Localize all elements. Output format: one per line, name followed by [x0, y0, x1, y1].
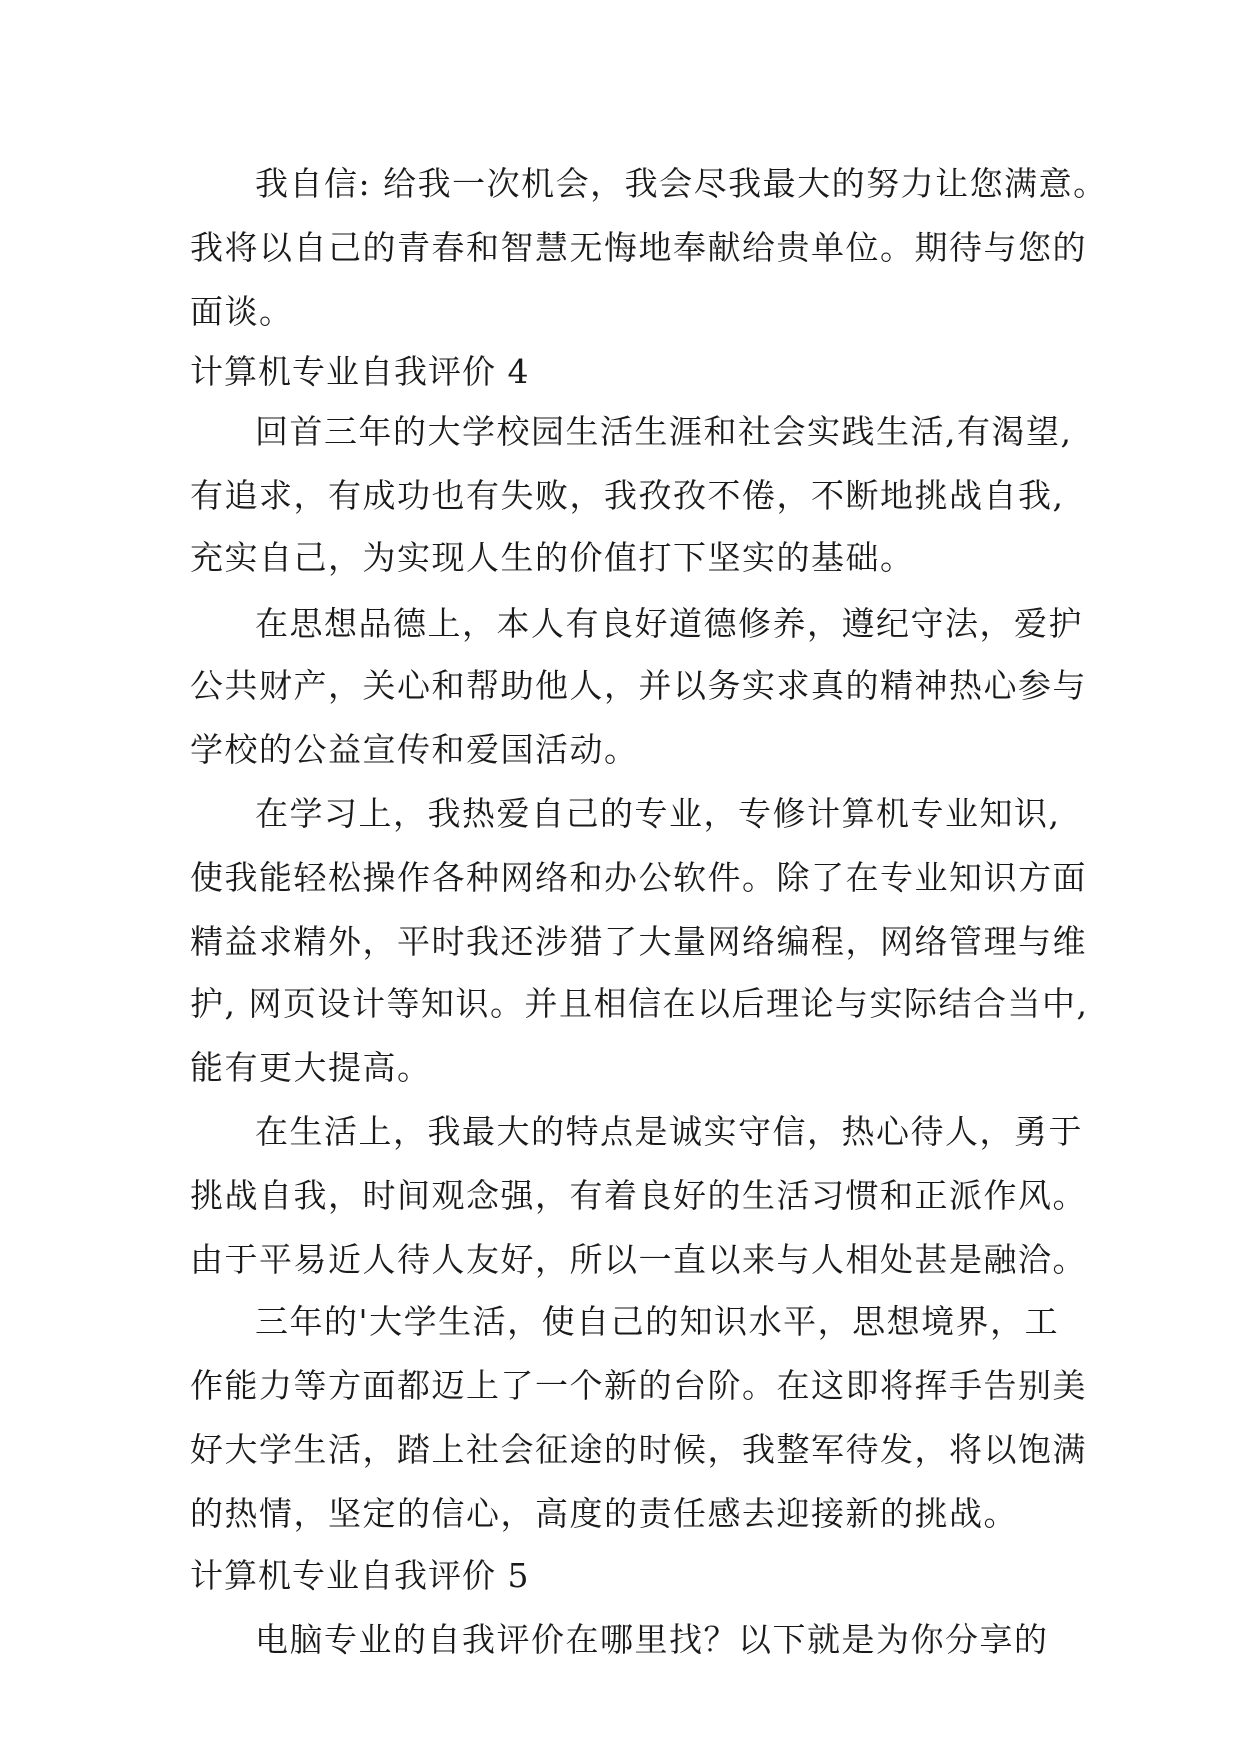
paragraph-line: 在思想品德上，本人有良好道德修养，遵纪守法，爱护: [255, 604, 1083, 643]
paragraph-line: 三年的'大学生活，使自己的知识水平，思想境界，工: [255, 1302, 1060, 1341]
paragraph-line: 挑战自我，时间观念强，有着良好的生活习惯和正派作风。: [190, 1176, 1087, 1215]
paragraph-line: 电脑专业的自我评价在哪里找？以下就是为你分享的: [255, 1620, 1049, 1659]
paragraph-line: 的热情，坚定的信心，高度的责任感去迎接新的挑战。: [190, 1494, 1018, 1533]
paragraph-line: 我自信: 给我一次机会，我会尽我最大的努力让您满意。: [255, 164, 1108, 203]
paragraph-line: 使我能轻松操作各种网络和办公软件。除了在专业知识方面: [190, 858, 1087, 897]
paragraph-line: 学校的公益宣传和爱国活动。: [190, 730, 639, 769]
paragraph-line: 面谈。: [190, 292, 294, 331]
paragraph-line: 有追求，有成功也有失败，我孜孜不倦，不断地挑战自我,: [190, 476, 1065, 515]
paragraph-line: 充实自己，为实现人生的价值打下坚实的基础。: [190, 538, 915, 577]
paragraph-line: 回首三年的大学校园生活生涯和社会实践生活,有渴望,: [255, 412, 1073, 451]
paragraph-line: 在学习上，我热爱自己的专业，专修计算机专业知识,: [255, 794, 1061, 833]
paragraph-line: 我将以自己的青春和智慧无悔地奉献给贵单位。期待与您的: [190, 228, 1087, 267]
section-heading: 计算机专业自我评价 4: [190, 352, 530, 391]
paragraph-line: 作能力等方面都迈上了一个新的台阶。在这即将挥手告别美: [190, 1366, 1087, 1405]
paragraph-line: 由于平易近人待人友好，所以一直以来与人相处甚是融洽。: [190, 1240, 1087, 1279]
paragraph-line: 公共财产，关心和帮助他人，并以务实求真的精神热心参与: [190, 666, 1087, 705]
paragraph-line: 在生活上，我最大的特点是诚实守信，热心待人，勇于: [255, 1112, 1083, 1151]
paragraph-line: 护, 网页设计等知识。并且相信在以后理论与实际结合当中,: [190, 984, 1089, 1023]
paragraph-line: 好大学生活，踏上社会征途的时候，我整军待发，将以饱满: [190, 1430, 1087, 1469]
section-heading: 计算机专业自我评价 5: [190, 1556, 530, 1595]
paragraph-line: 精益求精外，平时我还涉猎了大量网络编程，网络管理与维: [190, 922, 1087, 961]
paragraph-line: 能有更大提高。: [190, 1048, 432, 1087]
